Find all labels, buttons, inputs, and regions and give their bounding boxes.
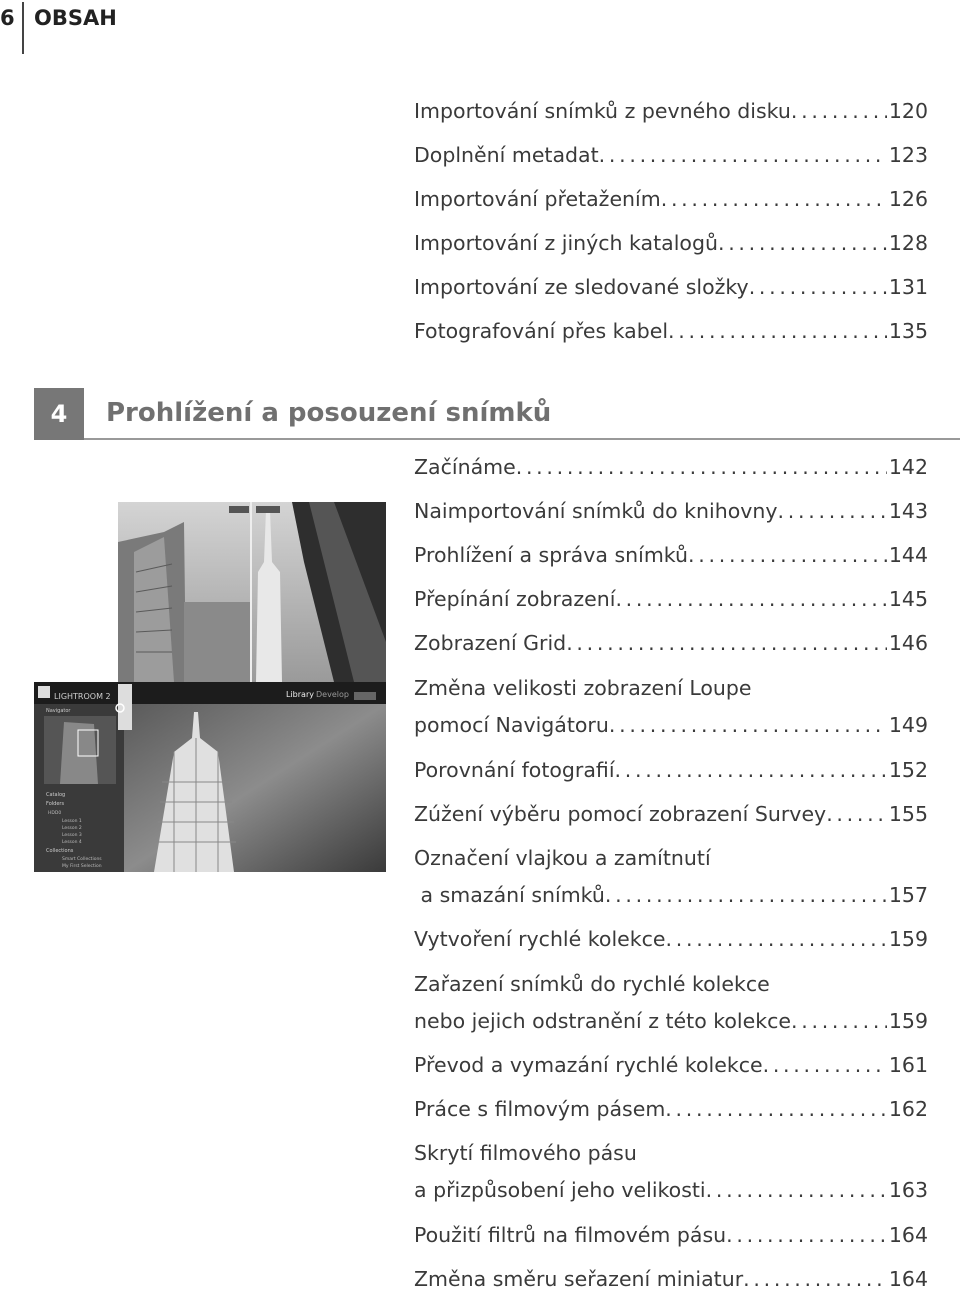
toc-entry-page: 145 bbox=[888, 587, 928, 611]
toc-entry-title: Importování ze sledované složky bbox=[414, 275, 749, 299]
collection-item: Smart Collections bbox=[62, 857, 102, 862]
dot-leader bbox=[743, 1265, 887, 1293]
toc-entry-page: 144 bbox=[888, 543, 928, 567]
chapter-rule bbox=[84, 438, 960, 440]
toc-entry-page: 163 bbox=[888, 1178, 928, 1202]
toc-entry-title: a smazání snímků bbox=[414, 883, 605, 907]
toc-entry-title: Importování snímků z pevného disku bbox=[414, 99, 791, 123]
toc-entry-title: Zobrazení Grid bbox=[414, 631, 567, 655]
chapter-title: Prohlížení a posouzení snímků bbox=[106, 398, 552, 428]
toc-entry-page: 159 bbox=[888, 1009, 928, 1033]
toc-entry-page: 143 bbox=[888, 499, 928, 523]
toc-entry-title: Přepínání zobrazení bbox=[414, 587, 616, 611]
toc-entry-title: Importování z jiných katalogů bbox=[414, 231, 718, 255]
toc-entry-title: Porovnání fotografií bbox=[414, 758, 615, 782]
toc-entry-page: 142 bbox=[888, 455, 928, 479]
dot-leader bbox=[791, 1007, 887, 1035]
dot-leader bbox=[749, 273, 887, 301]
toc-entry[interactable] bbox=[414, 585, 928, 613]
toc-entry-title-line1: Skrytí filmového pásu bbox=[414, 1141, 637, 1165]
toc-entry[interactable] bbox=[414, 497, 928, 525]
toc-entry[interactable] bbox=[414, 1139, 928, 1204]
toc-entry-title: Fotografování přes kabel bbox=[414, 319, 669, 343]
toc-entry-title: Začínáme bbox=[414, 455, 516, 479]
toc-entry-title: Vytvoření rychlé kolekce bbox=[414, 927, 666, 951]
toc-entry-title: Naimportování snímků do knihovny bbox=[414, 499, 778, 523]
toc-entry-page: 162 bbox=[888, 1097, 928, 1121]
module-develop: Develop bbox=[316, 690, 349, 699]
chapter-heading[interactable] bbox=[34, 388, 960, 440]
toc-entry-page: 123 bbox=[888, 143, 928, 167]
toc-entry[interactable] bbox=[414, 273, 928, 301]
toc-entry-page: 164 bbox=[888, 1267, 928, 1291]
toc-entry-title-line1: Změna velikosti zobrazení Loupe bbox=[414, 676, 752, 700]
dot-leader bbox=[661, 185, 887, 213]
dot-leader bbox=[609, 711, 887, 739]
dot-leader bbox=[778, 497, 887, 525]
folder-item: Lesson 2 bbox=[62, 826, 82, 831]
toc-entry-title-line1: Označení vlajkou a zamítnutí bbox=[414, 846, 711, 870]
toc-entry[interactable] bbox=[414, 629, 928, 657]
toc-entry-page: 164 bbox=[888, 1223, 928, 1247]
panel-navigator: Navigator bbox=[46, 708, 71, 714]
collection-item: My First Selection bbox=[62, 864, 102, 869]
dot-leader bbox=[688, 541, 887, 569]
toc-entry-page: 126 bbox=[888, 187, 928, 211]
toc-entry-title: Použití filtrů na filmovém pásu bbox=[414, 1223, 727, 1247]
toc-entry-page: 157 bbox=[888, 883, 928, 907]
toc-entry-title: Převod a vymazání rychlé kolekce bbox=[414, 1053, 763, 1077]
page-number: 6 bbox=[0, 6, 15, 30]
zoom-popup bbox=[118, 684, 132, 730]
toc-entry-page: 155 bbox=[888, 802, 928, 826]
toc-entry-title: Změna směru seřazení miniatur bbox=[414, 1267, 744, 1291]
dot-leader bbox=[516, 453, 887, 481]
page-header bbox=[0, 0, 960, 50]
toc-entry[interactable] bbox=[414, 925, 928, 953]
toc-entry-title: Doplnění metadat bbox=[414, 143, 599, 167]
toc-entry-page: 131 bbox=[888, 275, 928, 299]
dot-leader bbox=[763, 1051, 887, 1079]
dot-leader bbox=[665, 1095, 887, 1123]
toc-entry-page: 128 bbox=[888, 231, 928, 255]
folder-root: HDD0 bbox=[48, 811, 62, 816]
toc-entry-title: a přizpůsobení jeho velikosti bbox=[414, 1178, 706, 1202]
toc-entry[interactable] bbox=[414, 317, 928, 345]
toc-entry[interactable] bbox=[414, 970, 928, 1035]
chapter-number: 4 bbox=[34, 388, 84, 440]
toc-entry[interactable] bbox=[414, 1221, 928, 1249]
folder-item: Lesson 4 bbox=[62, 840, 82, 845]
panel-folders: Folders bbox=[46, 801, 65, 807]
toc-entry-title: nebo jejich odstranění z této kolekce bbox=[414, 1009, 791, 1033]
toc-entry[interactable] bbox=[414, 674, 928, 739]
module-library: Library bbox=[286, 690, 314, 699]
dot-leader bbox=[791, 97, 887, 125]
toc-entry[interactable] bbox=[414, 800, 928, 828]
toc-entry-title: pomocí Navigátoru bbox=[414, 713, 609, 737]
toc-entry[interactable] bbox=[414, 1051, 928, 1079]
toc-entry-page: 135 bbox=[888, 319, 928, 343]
dot-leader bbox=[726, 1221, 887, 1249]
toc-entry-title: Práce s filmovým pásem bbox=[414, 1097, 666, 1121]
toc-entry[interactable] bbox=[414, 453, 928, 481]
toc-entry[interactable] bbox=[414, 541, 928, 569]
toc-entry[interactable] bbox=[414, 1265, 928, 1293]
dot-leader bbox=[826, 800, 887, 828]
toc-entry[interactable] bbox=[414, 97, 928, 125]
toc-entry[interactable] bbox=[414, 756, 928, 784]
figure-illustration bbox=[34, 502, 386, 872]
dot-leader bbox=[615, 756, 887, 784]
toc-entry[interactable] bbox=[414, 844, 928, 909]
dot-leader bbox=[718, 229, 887, 257]
app-brand: LIGHTROOM 2 bbox=[54, 692, 111, 701]
folder-item: Lesson 1 bbox=[62, 819, 82, 824]
lightroom-screenshot-figure bbox=[34, 502, 386, 872]
panel-collections: Collections bbox=[46, 848, 74, 854]
toc-entry-page: 152 bbox=[888, 758, 928, 782]
toc-entry[interactable] bbox=[414, 141, 928, 169]
toc-entry[interactable] bbox=[414, 1095, 928, 1123]
folder-item: Lesson 3 bbox=[62, 833, 82, 838]
toc-entry-title: Prohlížení a správa snímků bbox=[414, 543, 689, 567]
dot-leader bbox=[605, 881, 887, 909]
dot-leader bbox=[668, 317, 887, 345]
dot-leader bbox=[615, 585, 886, 613]
dot-leader bbox=[706, 1176, 887, 1204]
running-head: OBSAH bbox=[34, 6, 117, 30]
toc-entry-title-line1: Zařazení snímků do rychlé kolekce bbox=[414, 972, 770, 996]
dot-leader bbox=[566, 629, 887, 657]
toc-entry-title: Importování přetažením bbox=[414, 187, 661, 211]
panel-catalog: Catalog bbox=[46, 792, 66, 798]
toc-entry-page: 161 bbox=[888, 1053, 928, 1077]
toc-entry-page: 159 bbox=[888, 927, 928, 951]
dot-leader bbox=[599, 141, 887, 169]
toc-entry[interactable] bbox=[414, 185, 928, 213]
toc-entry[interactable] bbox=[414, 229, 928, 257]
toc-entry-page: 120 bbox=[888, 99, 928, 123]
toc-entry-page: 149 bbox=[888, 713, 928, 737]
toc-entry-title: Zúžení výběru pomocí zobrazení Survey bbox=[414, 802, 827, 826]
dot-leader bbox=[666, 925, 887, 953]
toc-entry-page: 146 bbox=[888, 631, 928, 655]
header-divider bbox=[22, 2, 24, 54]
